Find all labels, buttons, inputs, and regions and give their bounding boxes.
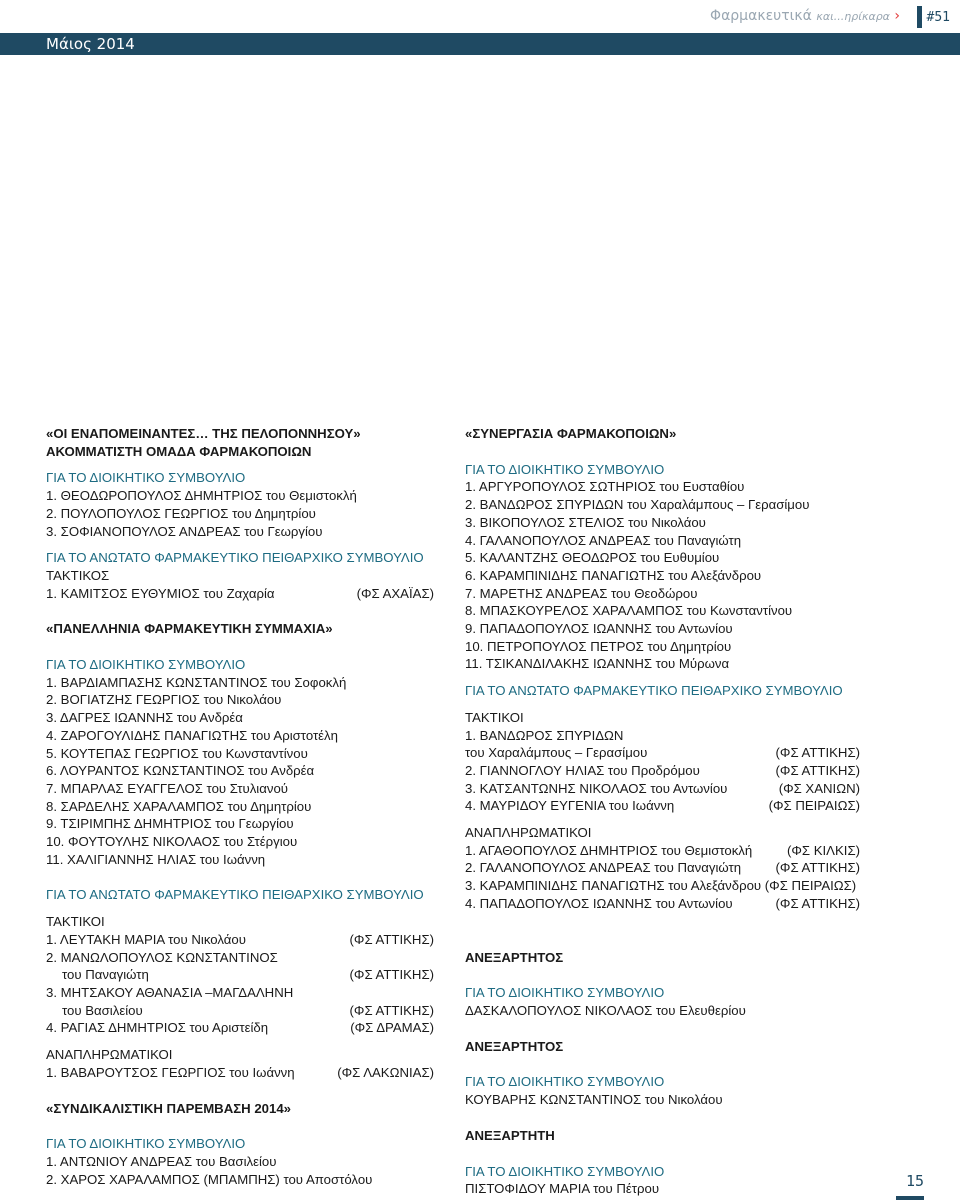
list-item (465, 859, 860, 877)
list-item: 5. ΚΟΥΤΕΠΑΣ ΓΕΩΡΓΙΟΣ του Κωνσταντίνου (46, 745, 308, 761)
list-item: ΔΑΣΚΑΛΟΠΟΥΛΟΣ ΝΙΚΟΛΑΟΣ του Ελευθερίου (465, 1002, 746, 1018)
list-item: 3. ΜΗΤΣΑΚΟΥ ΑΘΑΝΑΣΙΑ –ΜΑΓΔΑΛΗΝΗ (46, 984, 294, 1000)
member-association: (ΦΣ ΑΤΤΙΚΗΣ) (775, 745, 860, 761)
list-item (465, 780, 860, 798)
member-association: (ΦΣ ΑΤΤΙΚΗΣ) (349, 1002, 434, 1018)
member-association: (ΦΣ ΑΤΤΙΚΗΣ) (775, 895, 860, 911)
board-heading: ΓΙΑ ΤΟ ΔΙΟΙΚΗΤΙΚΟ ΣΥΜΒΟΥΛΙΟ (46, 1136, 246, 1152)
list-item (465, 895, 860, 913)
list-item: 3. ΒΙΚΟΠΟΥΛΟΣ ΣΤΕΛΙΟΣ του Νικολάου (465, 514, 706, 530)
list-item: 2. ΜΑΝΩΛΟΠΟΥΛΟΣ ΚΩΝΣΤΑΝΤΙΝΟΣ (46, 949, 278, 965)
section-title: «ΣΥΝΔΙΚΑΛΙΣΤΙΚΗ ΠΑΡΕΜΒΑΣΗ 2014» (46, 1100, 292, 1116)
list-item: 2. ΒΟΓΙΑΤΖΗΣ ΓΕΩΡΓΙΟΣ του Νικολάου (46, 692, 282, 708)
board-heading: ΓΙΑ ΤΟ ΔΙΟΙΚΗΤΙΚΟ ΣΥΜΒΟΥΛΙΟ (465, 1074, 665, 1090)
member-name: 1. ΛΕΥΤΑΚΗ ΜΑΡΙΑ του Νικολάου (46, 931, 246, 947)
member-name: του Παναγιώτη (62, 967, 149, 983)
list-item (46, 1064, 434, 1082)
page-number-bar (896, 1196, 924, 1200)
member-association: (ΦΣ ΠΕΙΡΑΙΩΣ) (768, 798, 860, 814)
member-name: 4. ΜΑΥΡΙΔΟΥ ΕΥΓΕΝΙΑ του Ιωάννη (465, 798, 675, 814)
disciplinary-heading: ΓΙΑ ΤΟ ΑΝΩΤΑΤΟ ΦΑΡΜΑΚΕΥΤΙΚΟ ΠΕΙΘΑΡΧΙΚΟ ΣΥΜΒΟΥΛΙΟ (465, 683, 843, 699)
regular-label: ΤΑΚΤΙΚΟΣ (46, 567, 110, 583)
magazine-title (710, 8, 900, 24)
list-item: 1. ΘΕΟΔΩΡΟΠΟΥΛΟΣ ΔΗΜΗΤΡΙΟΣ του Θεμιστοκλή (46, 488, 357, 504)
member-association: (ΦΣ ΚΙΛΚΙΣ) (786, 842, 860, 858)
member-association: (ΦΣ ΛΑΚΩΝΙΑΣ) (337, 1064, 434, 1080)
list-item (46, 1019, 434, 1037)
section-title: «ΟΙ ΕΝΑΠΟΜΕΙΝΑΝΤΕΣ… ΤΗΣ ΠΕΛΟΠΟΝΝΗΣΟΥ» (46, 426, 361, 441)
list-item: ΚΟΥΒΑΡΗΣ ΚΩΝΣΤΑΝΤΙΝΟΣ του Νικολάου (465, 1092, 723, 1108)
regular-label: ΤΑΚΤΙΚΟΙ (465, 709, 524, 725)
list-item: 1. ΒΑΡΔΙΑΜΠΑΣΗΣ ΚΩΝΣΤΑΝΤΙΝΟΣ του Σοφοκλή (46, 674, 347, 690)
list-item: 10. ΠΕΤΡΟΠΟΥΛΟΣ ΠΕΤΡΟΣ του Δημητρίου (465, 638, 732, 654)
list-item: 9. ΤΣΙΡΙΜΠΗΣ ΔΗΜΗΤΡΙΟΣ του Γεωργίου (46, 816, 294, 832)
list-item: 1. ΑΝΤΩΝΙΟΥ ΑΝΔΡΕΑΣ του Βασιλείου (46, 1153, 277, 1169)
board-heading: ΓΙΑ ΤΟ ΔΙΟΙΚΗΤΙΚΟ ΣΥΜΒΟΥΛΙΟ (46, 470, 246, 486)
alternates-label: ΑΝΑΠΛΗΡΩΜΑΤΙΚΟΙ (465, 825, 592, 841)
list-item: 3. ΣΟΦΙΑΝΟΠΟΥΛΟΣ ΑΝΔΡΕΑΣ του Γεωργίου (46, 523, 323, 539)
list-item: 2. ΧΑΡΟΣ ΧΑΡΑΛΑΜΠΟΣ (ΜΠΑΜΠΗΣ) του Αποστόλου (46, 1171, 373, 1187)
header-band (0, 33, 960, 55)
issue-number: #51 (926, 9, 950, 25)
member-name: 1. ΚΑΜΙΤΣΟΣ ΕΥΘΥΜΙΟΣ του Ζαχαρία (46, 585, 275, 601)
magazine-title-small: και...ηρίκαρα (816, 10, 890, 23)
member-name: του Χαραλάμπους – Γερασίμου (465, 745, 648, 761)
list-item: 8. ΣΑΡΔΕΛΗΣ ΧΑΡΑΛΑΜΠΟΣ του Δημητρίου (46, 798, 312, 814)
list-item: 6. ΛΟΥΡΑΝΤΟΣ ΚΩΝΣΤΑΝΤΙΝΟΣ του Ανδρέα (46, 763, 315, 779)
member-name: του Βασιλείου (62, 1002, 143, 1018)
regular-label: ΤΑΚΤΙΚΟΙ (46, 914, 105, 930)
list-item: 4. ΖΑΡΟΓΟΥΛΙΔΗΣ ΠΑΝΑΓΙΩΤΗΣ του Αριστοτέλη (46, 727, 338, 743)
member-association: (ΦΣ ΔΡΑΜΑΣ) (350, 1020, 434, 1036)
member-name: 4. ΡΑΓΙΑΣ ΔΗΜΗΤΡΙΟΣ του Αριστείδη (46, 1020, 269, 1036)
list-item: 10. ΦΟΥΤΟΥΛΗΣ ΝΙΚΟΛΑΟΣ του Στέργιου (46, 834, 298, 850)
list-item (465, 842, 860, 860)
board-heading: ΓΙΑ ΤΟ ΔΙΟΙΚΗΤΙΚΟ ΣΥΜΒΟΥΛΙΟ (465, 461, 665, 477)
page-number: 15 (905, 1172, 924, 1190)
issue-bar (917, 6, 922, 28)
magazine-title-main: Φαρμακευτικά (710, 8, 812, 24)
section-title: ΑΝΕΞΑΡΤΗΤΗ (465, 1127, 555, 1143)
section-title: «ΠΑΝΕΛΛΗΝΙΑ ΦΑΡΜΑΚΕΥΤΙΚΗ ΣΥΜΜΑΧΙΑ» (46, 621, 333, 637)
member-name: 1. ΒΑΒΑΡΟΥΤΣΟΣ ΓΕΩΡΓΙΟΣ του Ιωάννη (46, 1064, 295, 1080)
list-item: 1. ΒΑΝΔΩΡΟΣ ΣΠΥΡΙΔΩΝ (465, 727, 624, 743)
left-column (46, 425, 434, 1188)
member-association: (ΦΣ ΑΤΤΙΚΗΣ) (775, 762, 860, 778)
list-item (46, 585, 434, 603)
list-item: 8. ΜΠΑΣΚΟΥΡΕΛΟΣ ΧΑΡΑΛΑΜΠΟΣ του Κωνσταντίνου (465, 603, 793, 619)
list-item: 7. ΜΑΡΕΤΗΣ ΑΝΔΡΕΑΣ του Θεοδώρου (465, 585, 698, 601)
member-association: (ΦΣ ΧΑΝΙΩΝ) (778, 780, 860, 796)
member-name: 2. ΓΙΑΝΝΟΓΛΟΥ ΗΛΙΑΣ του Προδρόμου (465, 762, 700, 778)
member-name: 4. ΠΑΠΑΔΟΠΟΥΛΟΣ ΙΩΑΝΝΗΣ του Αντωνίου (465, 895, 733, 911)
disciplinary-heading: ΓΙΑ ΤΟ ΑΝΩΤΑΤΟ ΦΑΡΜΑΚΕΥΤΙΚΟ ΠΕΙΘΑΡΧΙΚΟ ΣΥΜΒΟΥΛΙΟ (46, 550, 424, 566)
list-item (46, 966, 434, 984)
list-item: 3. ΔΑΓΡΕΣ ΙΩΑΝΝΗΣ του Ανδρέα (46, 710, 243, 726)
right-column (465, 425, 860, 1198)
list-item (46, 1002, 434, 1020)
alternates-label: ΑΝΑΠΛΗΡΩΜΑΤΙΚΟΙ (46, 1047, 173, 1063)
list-item (46, 931, 434, 949)
list-item: 2. ΠΟΥΛΟΠΟΥΛΟΣ ΓΕΩΡΓΙΟΣ του Δημητρίου (46, 505, 316, 521)
section-subtitle: ΑΚΟΜΜΑΤΙΣΤΗ ΟΜΑΔΑ ΦΑΡΜΑΚΟΠΟΙΩΝ (46, 443, 312, 459)
section-title: «ΣΥΝΕΡΓΑΣΙΑ ΦΑΡΜΑΚΟΠΟΙΩΝ» (465, 426, 677, 441)
member-association: (ΦΣ ΑΤΤΙΚΗΣ) (349, 967, 434, 983)
arrow-icon: › (894, 8, 900, 24)
list-item (465, 797, 860, 815)
list-item: 3. ΚΑΡΑΜΠΙΝΙΔΗΣ ΠΑΝΑΓΙΩΤΗΣ του Αλεξάνδρου (ΦΣ ΠΕΙΡΑΙΩΣ) (465, 878, 857, 894)
list-item: 11. ΧΑΛΙΓΙΑΝΝΗΣ ΗΛΙΑΣ του Ιωάννη (46, 851, 266, 867)
board-heading: ΓΙΑ ΤΟ ΔΙΟΙΚΗΤΙΚΟ ΣΥΜΒΟΥΛΙΟ (465, 985, 665, 1001)
list-item: 6. ΚΑΡΑΜΠΙΝΙΔΗΣ ΠΑΝΑΓΙΩΤΗΣ του Αλεξάνδρου (465, 567, 762, 583)
list-item: 11. ΤΣΙΚΑΝΔΙΛΑΚΗΣ ΙΩΑΝΝΗΣ του Μύρωνα (465, 656, 730, 672)
disciplinary-heading: ΓΙΑ ΤΟ ΑΝΩΤΑΤΟ ΦΑΡΜΑΚΕΥΤΙΚΟ ΠΕΙΘΑΡΧΙΚΟ ΣΥΜΒΟΥΛΙΟ (46, 887, 424, 903)
section-title: ΑΝΕΞΑΡΤΗΤΟΣ (465, 949, 564, 965)
member-name: 2. ΓΑΛΑΝΟΠΟΥΛΟΣ ΑΝΔΡΕΑΣ του Παναγιώτη (465, 860, 742, 876)
list-item: 5. ΚΑΛΑΝΤΖΗΣ ΘΕΟΔΩΡΟΣ του Ευθυμίου (465, 550, 720, 566)
list-item: 7. ΜΠΑΡΛΑΣ ΕΥΑΓΓΕΛΟΣ του Στυλιανού (46, 780, 289, 796)
list-item: 1. ΑΡΓΥΡΟΠΟΥΛΟΣ ΣΩΤΗΡΙΟΣ του Ευσταθίου (465, 479, 745, 495)
list-item: 4. ΓΑΛΑΝΟΠΟΥΛΟΣ ΑΝΔΡΕΑΣ του Παναγιώτη (465, 532, 742, 548)
list-item: ΠΙΣΤΟΦΙΔΟΥ ΜΑΡΙΑ του Πέτρου (465, 1181, 660, 1197)
member-name: 3. ΚΑΤΣΑΝΤΩΝΗΣ ΝΙΚΟΛΑΟΣ του Αντωνίου (465, 780, 728, 796)
list-item: 2. ΒΑΝΔΩΡΟΣ ΣΠΥΡΙΔΩΝ του Χαραλάμπους – Γερασίμου (465, 497, 810, 513)
list-item: 9. ΠΑΠΑΔΟΠΟΥΛΟΣ ΙΩΑΝΝΗΣ του Αντωνίου (465, 621, 733, 637)
list-item (465, 762, 860, 780)
issue-month: Μάιος 2014 (46, 35, 135, 53)
issue-marker (917, 6, 950, 28)
member-association: (ΦΣ ΑΧΑΪΑΣ) (356, 585, 434, 601)
list-item (465, 744, 860, 762)
section-title: ΑΝΕΞΑΡΤΗΤΟΣ (465, 1038, 564, 1054)
board-heading: ΓΙΑ ΤΟ ΔΙΟΙΚΗΤΙΚΟ ΣΥΜΒΟΥΛΙΟ (46, 657, 246, 673)
board-heading: ΓΙΑ ΤΟ ΔΙΟΙΚΗΤΙΚΟ ΣΥΜΒΟΥΛΙΟ (465, 1163, 665, 1179)
member-association: (ΦΣ ΑΤΤΙΚΗΣ) (349, 931, 434, 947)
member-name: 1. ΑΓΑΘΟΠΟΥΛΟΣ ΔΗΜΗΤΡΙΟΣ του Θεμιστοκλή (465, 842, 753, 858)
member-association: (ΦΣ ΑΤΤΙΚΗΣ) (775, 860, 860, 876)
